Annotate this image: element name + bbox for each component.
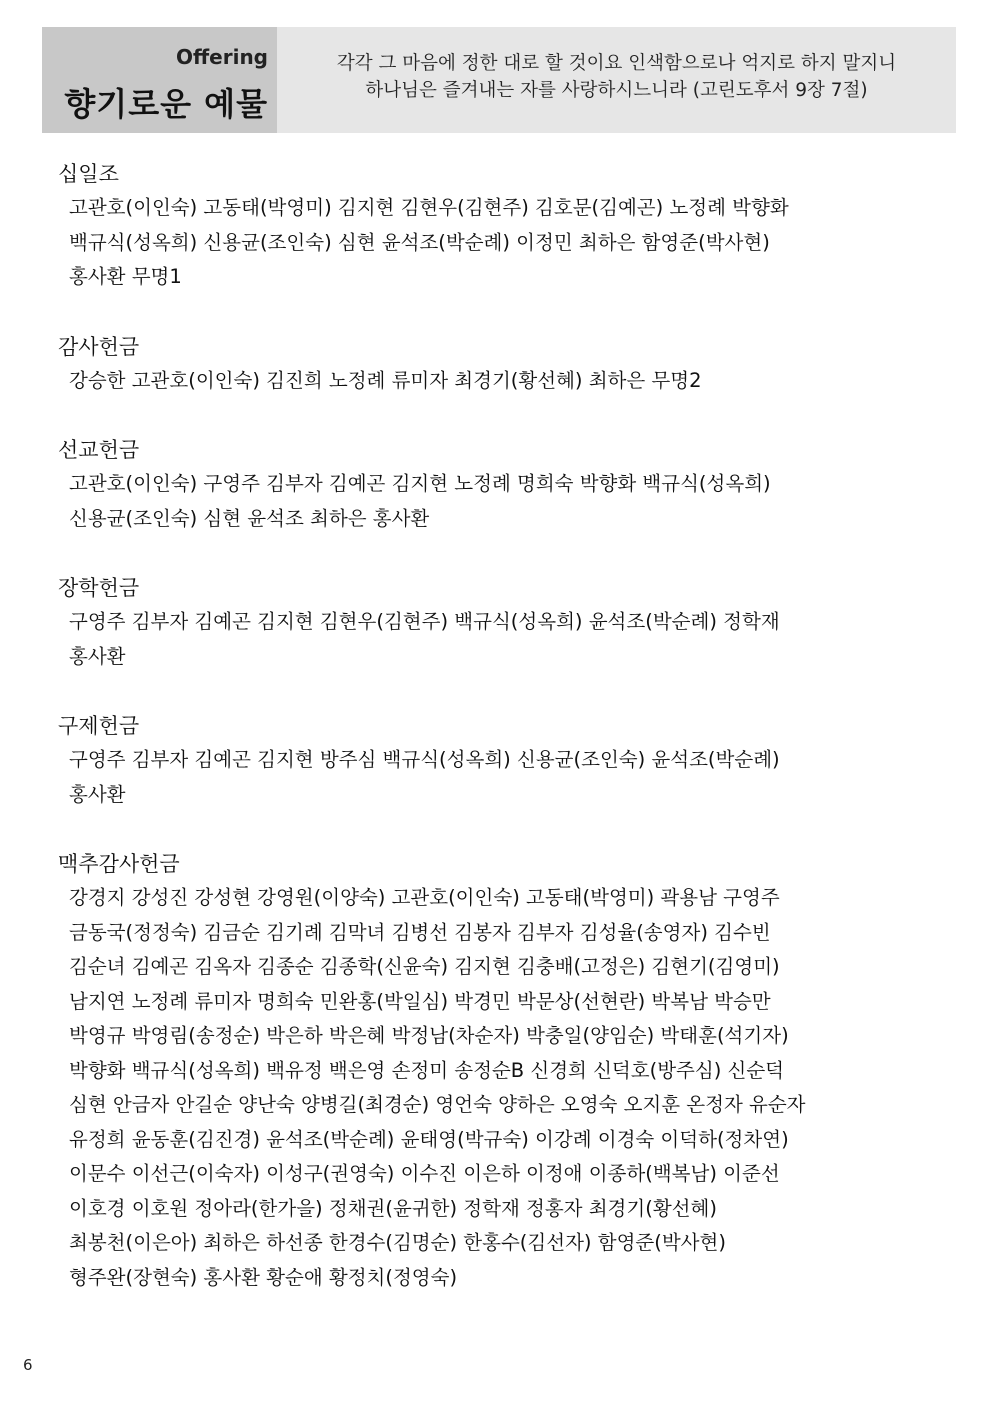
- donor-list-line: 신용균(조인숙) 심현 윤석조 최하은 홍사환: [69, 506, 430, 530]
- donor-list-line: 홍사환 무명1: [69, 265, 182, 288]
- verse-line: 하나님은 즐겨내는 자를 사랑하시느니라 (고린도후서 9장 7절): [365, 80, 868, 101]
- offering-section: [58, 433, 938, 536]
- donor-list-line: 강승한 고관호(이인숙) 김진희 노정례 류미자 최경기(황선혜) 최하은 무명2: [69, 368, 702, 392]
- section-title: 맥추감사헌금: [58, 852, 180, 876]
- header-title-box: [42, 27, 277, 133]
- section-title: 감사헌금: [58, 334, 140, 359]
- donor-list-line: 고관호(이인숙) 구영주 김부자 김예곤 김지현 노정례 명희숙 박향화 백규식(성옥희): [69, 472, 771, 495]
- donor-list-line: 고관호(이인숙) 고동태(박영미) 김지현 김현우(김현주) 김호문(김예곤) 노정례 박향화: [69, 196, 789, 219]
- section-title: 십일조: [58, 162, 119, 186]
- offering-section: [58, 157, 938, 295]
- header-title-en: Offering: [175, 45, 268, 69]
- section-title: 장학헌금: [58, 576, 140, 600]
- donor-list-line: 구영주 김부자 김예곤 김지현 김현우(김현주) 백규식(성옥희) 윤석조(박순례) 정학재: [69, 610, 780, 633]
- donor-list-line: 홍사환: [69, 782, 126, 806]
- donor-list-line: 박향화 백규식(성옥희) 백유정 백은영 손정미 송정순B 신경희 신덕호(방주심) 신순덕: [69, 1058, 785, 1082]
- offering-section: [58, 330, 938, 399]
- donor-list-line: 남지연 노정례 류미자 명희숙 민완홍(박일심) 박경민 박문상(선현란) 박복남 박승만: [69, 989, 771, 1013]
- offering-section: [58, 709, 938, 812]
- offering-header: [42, 27, 956, 133]
- section-title: 선교헌금: [58, 438, 140, 462]
- bible-verse-box: [277, 27, 956, 133]
- donor-list-line: 홍사환: [69, 644, 126, 668]
- verse-line: 각각 그 마음에 정한 대로 할 것이요 인색함으로나 억지로 하지 말지니: [336, 53, 897, 74]
- donor-list-line: 박영규 박영림(송정순) 박은하 박은혜 박정남(차순자) 박충일(양임순) 박태훈(석기자): [69, 1024, 789, 1047]
- donor-list-line: 심현 안금자 안길순 양난숙 양병길(최경순) 영언숙 양하은 오영숙 오지훈 온정자 유순자: [69, 1093, 806, 1116]
- offering-section: [58, 847, 938, 1295]
- donor-list-line: 백규식(성옥희) 신용균(조인숙) 심현 윤석조(박순례) 이정민 최하은 함영준(박사현): [69, 230, 770, 254]
- donor-list-line: 이문수 이선근(이숙자) 이성구(권영숙) 이수진 이은하 이정애 이종하(백복남) 이준선: [69, 1162, 780, 1185]
- offering-section: [58, 571, 938, 674]
- donor-list-line: 강경지 강성진 강성현 강영원(이양숙) 고관호(이인숙) 고동태(박영미) 곽용남 구영주: [69, 886, 780, 909]
- page-number: 6: [23, 1356, 33, 1374]
- donor-list-line: 김순녀 김예곤 김옥자 김종순 김종학(신윤숙) 김지현 김충배(고정은) 김현기(김영미): [69, 955, 780, 978]
- section-title: 구제헌금: [58, 714, 140, 738]
- donor-list-line: 이호경 이호원 정아라(한가을) 정채권(윤귀한) 정학재 정홍자 최경기(황선혜): [69, 1196, 717, 1220]
- donor-list-line: 최봉천(이은아) 최하은 하선종 한경수(김명순) 한홍수(김선자) 함영준(박사현): [69, 1231, 726, 1254]
- donor-list-line: 유정희 윤동훈(김진경) 윤석조(박순례) 윤태영(박규숙) 이강례 이경숙 이덕하(정차연): [69, 1127, 789, 1151]
- header-title-ko: 향기로운 예물: [64, 85, 268, 123]
- donor-list-line: 구영주 김부자 김예곤 김지현 방주심 백규식(성옥희) 신용균(조인숙) 윤석조(박순례): [69, 748, 780, 771]
- donor-list-line: 금동국(정정숙) 김금순 김기례 김막녀 김병선 김봉자 김부자 김성율(송영자) 김수빈: [69, 920, 771, 944]
- offering-sections: [58, 157, 938, 1330]
- donor-list-line: 형주완(장현숙) 홍사환 황순애 황정치(정영숙): [69, 1265, 458, 1289]
